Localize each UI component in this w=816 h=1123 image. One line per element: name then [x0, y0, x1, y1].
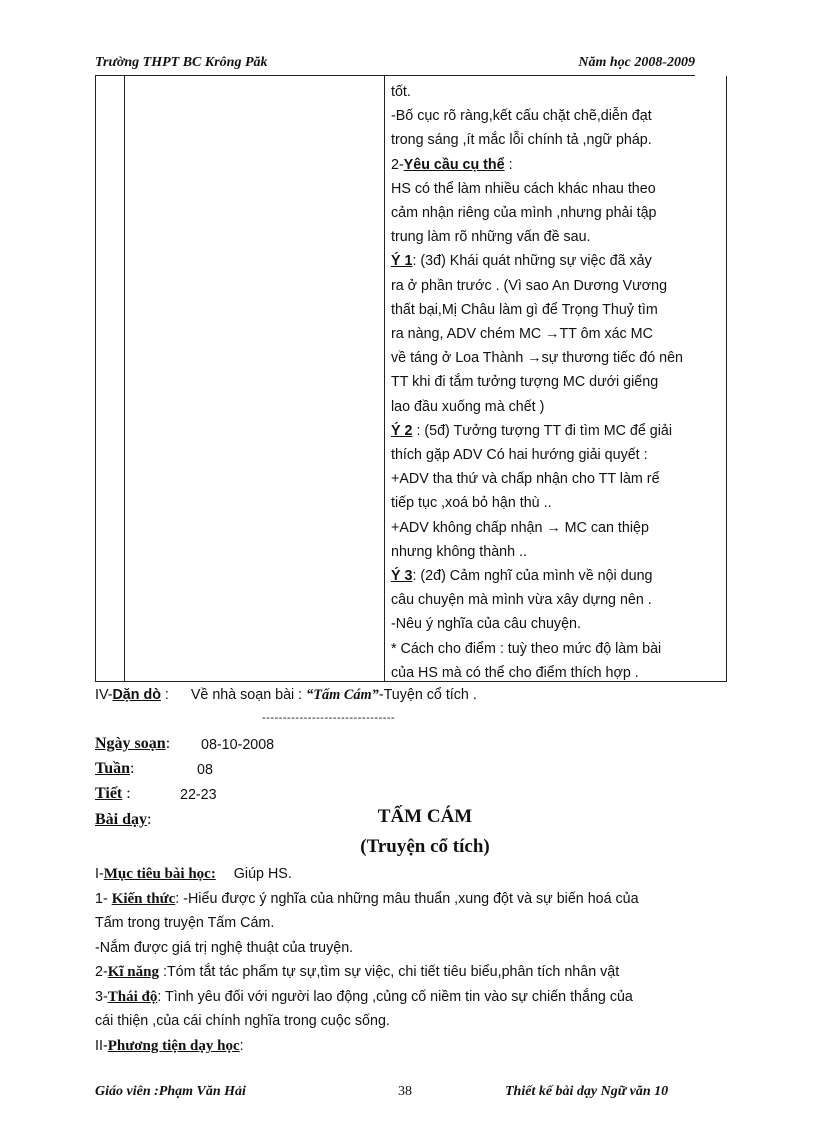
- text-line: lao đầu xuống mà chết ): [391, 398, 545, 415]
- homework-line: IV-Dặn dò : Về nhà soạn bài : “Tấm Cám”-Tuyện cổ tích .: [95, 687, 477, 703]
- week-row: Tuần: 08: [95, 760, 213, 778]
- text-line: ra ở phần trước . (Vì sao An Dương Vương: [391, 277, 668, 294]
- objectives-heading: I-Mục tiêu bài học: Giúp HS.: [95, 866, 292, 882]
- means-heading: II-Phương tiện dạy học:: [95, 1038, 244, 1054]
- homework-title: “Tấm Cám”: [306, 687, 379, 703]
- knowledge-label: Kiến thức: [111, 891, 176, 907]
- text-line: câu chuyện mà mình vừa xây dựng nên .: [391, 592, 652, 609]
- text-line: -Bố cục rõ ràng,kết cấu chặt chẽ,diễn đạt: [391, 108, 652, 125]
- text-line: HS có thể làm nhiều cách khác nhau theo: [391, 180, 656, 197]
- date-row: Ngày soạn: 08-10-2008: [95, 735, 275, 753]
- text-line: ra nàng, ADV chém MC →TT ôm xác MC: [391, 326, 653, 343]
- point-3: Ý 3: (2đ) Cảm nghĩ của mình về nội dung: [391, 568, 653, 585]
- table-divider: [384, 76, 385, 681]
- text-line: thích gặp ADV Có hai hướng giải quyết :: [391, 447, 648, 464]
- assessment-table: [95, 76, 727, 682]
- week-value: 08: [197, 762, 213, 778]
- means-label: Phương tiện dạy học: [107, 1038, 240, 1054]
- text-line: tiếp tục ,xoá bỏ hận thù ..: [391, 495, 552, 512]
- point-2-label: Ý 2: [391, 422, 413, 439]
- period-row: Tiết : 22-23: [95, 785, 217, 803]
- lesson-label: Bài dạy: [95, 811, 148, 828]
- text-line: trung làm rõ những vấn đề sau.: [391, 229, 591, 246]
- attitude-label: Thái độ: [107, 989, 158, 1005]
- text-line: của HS mà có thể cho điểm thích hợp .: [391, 664, 639, 681]
- point-1: Ý 1: (3đ) Khái quát những sự việc đã xảy: [391, 253, 652, 270]
- date-label: Ngày soạn: [95, 735, 166, 752]
- knowledge-line: 1- Kiến thức: -Hiểu được ý nghĩa của những mâu thuẩn ,xung đột và sự biến hoá của: [95, 891, 639, 907]
- skills-label: Kĩ năng: [107, 964, 159, 980]
- date-value: 08-10-2008: [201, 737, 275, 753]
- text-line: cảm nhận riêng của mình ,nhưng phải tập: [391, 205, 657, 222]
- text-line: TT khi đi tắm tưởng tượng MC dưới giếng: [391, 374, 659, 391]
- requirement-heading: 2-Yêu cầu cụ thể :: [391, 156, 513, 173]
- lesson-title: TẤM CÁM: [377, 806, 473, 827]
- week-label: Tuần: [95, 760, 130, 777]
- text-line: về táng ở Loa Thành →sự thương tiếc đó nên: [391, 350, 683, 367]
- lesson-row: Bài dạy:: [95, 811, 152, 828]
- point-2: Ý 2 : (5đ) Tưởng tượng TT đi tìm MC để giải: [391, 422, 673, 439]
- text-line: tốt.: [391, 84, 411, 100]
- skills-line: 2-Kĩ năng :Tóm tắt tác phẩm tự sự,tìm sự việc, chi tiết tiêu biểu,phân tích nhân vật: [95, 964, 620, 980]
- text-line: Tấm trong truyện Tấm Cám.: [95, 915, 275, 931]
- period-value: 22-23: [180, 787, 217, 803]
- separator: --------------------------------: [262, 712, 396, 724]
- text-line: +ADV tha thứ và chấp nhận cho TT làm rể: [391, 471, 660, 488]
- text-line: cái thiện ,của cái chính nghĩa trong cuộc sống.: [95, 1013, 390, 1029]
- text-line: nhưng không thành ..: [391, 543, 527, 560]
- text-line: thất bại,Mị Châu làm gì để Trọng Thuỷ tìm: [391, 301, 658, 318]
- school-name: Trường THPT BC Krông Păk: [95, 55, 268, 70]
- lesson-subtitle: (Truyện cổ tích): [360, 836, 490, 857]
- text-line: -Nắm được giá trị nghệ thuật của truyện.: [95, 940, 354, 956]
- homework-label: Dặn dò: [112, 687, 161, 703]
- text-line: * Cách cho điểm : tuỳ theo mức độ làm bài: [391, 640, 662, 657]
- footer-book: Thiết kế bài dạy Ngữ văn 10: [505, 1084, 669, 1099]
- table-divider: [124, 76, 125, 681]
- point-3-label: Ý 3: [391, 568, 413, 585]
- objectives-label: Mục tiêu bài học:: [103, 866, 216, 882]
- table-cell-content: [391, 80, 723, 685]
- requirement-label: Yêu cầu cụ thể: [403, 156, 505, 173]
- period-label: Tiết: [95, 785, 123, 802]
- footer-teacher: Giáo viên :Phạm Văn Hải: [95, 1084, 246, 1099]
- text-line: +ADV không chấp nhận → MC can thiệp: [391, 519, 649, 536]
- text-line: -Nêu ý nghĩa của câu chuyện.: [391, 616, 581, 633]
- school-year: Năm học 2008-2009: [578, 55, 695, 70]
- page-header: [95, 55, 695, 76]
- attitude-line: 3-Thái độ: Tình yêu đối với người lao động ,củng cố niềm tin vào sự chiến thắng của: [95, 989, 633, 1005]
- point-1-label: Ý 1: [391, 253, 413, 270]
- text-line: trong sáng ,ít mắc lỗi chính tả ,ngữ pháp.: [391, 132, 652, 149]
- page-number: 38: [398, 1084, 412, 1099]
